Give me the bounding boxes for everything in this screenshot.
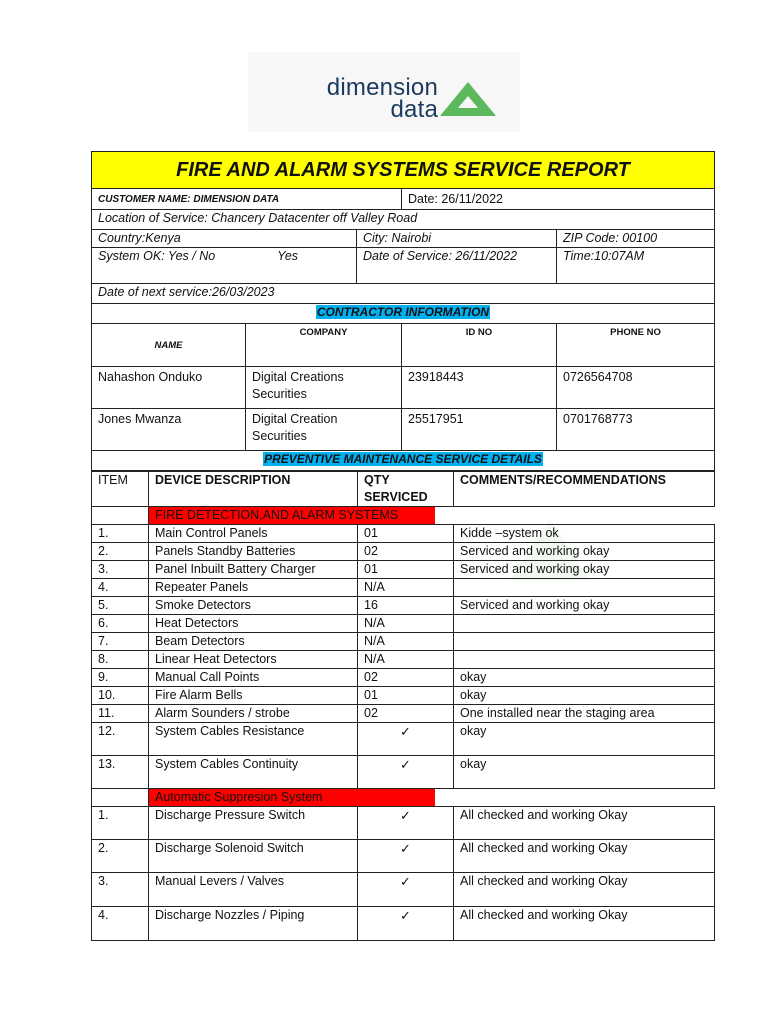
device-description: System Cables Continuity <box>149 756 358 789</box>
device-description: Discharge Pressure Switch <box>149 807 358 840</box>
report-title: FIRE AND ALARM SYSTEMS SERVICE REPORT <box>92 152 715 189</box>
comment: All checked and working Okay <box>454 840 715 873</box>
device-description: Fire Alarm Bells <box>149 687 358 705</box>
section-spacer <box>454 507 715 525</box>
contractor-id: 25517951 <box>402 409 557 451</box>
item-number: 10. <box>92 687 149 705</box>
maintenance-row <box>92 669 715 687</box>
logo-triangle-icon <box>440 82 496 116</box>
comment: Serviced and working okay <box>454 561 715 579</box>
contractor-id: 23918443 <box>402 367 557 409</box>
col-name: NAME <box>92 324 246 367</box>
logo-line1: dimension <box>326 74 438 101</box>
maintenance-row <box>92 756 715 789</box>
device-description: Panels Standby Batteries <box>149 543 358 561</box>
device-description: System Cables Resistance <box>149 723 358 756</box>
item-number: 1. <box>92 807 149 840</box>
qty-serviced: 16 <box>358 597 454 615</box>
device-description: Alarm Sounders / strobe <box>149 705 358 723</box>
maintenance-row <box>92 561 715 579</box>
company-logo <box>248 52 520 132</box>
comment: All checked and working Okay <box>454 807 715 840</box>
maintenance-row <box>92 807 715 840</box>
maintenance-row <box>92 633 715 651</box>
item-number: 8. <box>92 651 149 669</box>
maintenance-row <box>92 615 715 633</box>
maintenance-row <box>92 907 715 941</box>
maintenance-row <box>92 525 715 543</box>
item-number: 1. <box>92 525 149 543</box>
item-number: 3. <box>92 873 149 907</box>
comment <box>454 633 715 651</box>
comment: okay <box>454 756 715 789</box>
qty-serviced: ✓ <box>358 873 454 907</box>
contractor-name: Nahashon Onduko <box>92 367 246 409</box>
maintenance-row <box>92 705 715 723</box>
comment: Kidde –system ok <box>454 525 715 543</box>
col-id: ID NO <box>402 324 557 367</box>
qty-serviced: ✓ <box>358 807 454 840</box>
device-description: Repeater Panels <box>149 579 358 597</box>
logo-line2: data <box>390 96 438 123</box>
maintenance-row <box>92 723 715 756</box>
col-item: ITEM <box>92 472 149 507</box>
maintenance-row <box>92 579 715 597</box>
qty-serviced: ✓ <box>358 723 454 756</box>
maintenance-row <box>92 687 715 705</box>
item-number: 7. <box>92 633 149 651</box>
col-comments: COMMENTS/RECOMMENDATIONS <box>454 472 715 507</box>
section-spacer <box>92 507 149 525</box>
item-number: 6. <box>92 615 149 633</box>
item-number: 4. <box>92 579 149 597</box>
qty-serviced: 02 <box>358 543 454 561</box>
qty-serviced: 02 <box>358 669 454 687</box>
date-of-service: Date of Service: 26/11/2022 <box>357 248 557 284</box>
system-ok-label: System OK: Yes / No <box>98 249 216 263</box>
service-report <box>91 151 714 941</box>
qty-serviced: N/A <box>358 633 454 651</box>
device-description: Heat Detectors <box>149 615 358 633</box>
qty-serviced: N/A <box>358 615 454 633</box>
country: Country:Kenya <box>92 230 357 248</box>
contractor-phone: 0701768773 <box>557 409 715 451</box>
section-fire-detection: FIRE DETECTION,AND ALARM SYSTEMS <box>149 507 435 524</box>
service-time: Time:10:07AM <box>557 248 715 284</box>
item-number: 5. <box>92 597 149 615</box>
qty-serviced: 01 <box>358 687 454 705</box>
device-description: Discharge Nozzles / Piping <box>149 907 358 941</box>
device-description: Panel Inbuilt Battery Charger <box>149 561 358 579</box>
col-qty: QTY SERVICED <box>358 472 454 507</box>
contractor-name: Jones Mwanza <box>92 409 246 451</box>
contractor-heading-cell <box>92 304 715 324</box>
qty-serviced: N/A <box>358 651 454 669</box>
city: City: Nairobi <box>357 230 557 248</box>
contractor-phone: 0726564708 <box>557 367 715 409</box>
device-description: Manual Levers / Valves <box>149 873 358 907</box>
qty-serviced: 01 <box>358 561 454 579</box>
comment: Serviced and working okay <box>454 543 715 561</box>
item-number: 2. <box>92 543 149 561</box>
section2-cell <box>149 789 454 807</box>
item-number: 9. <box>92 669 149 687</box>
section-spacer <box>454 789 715 807</box>
comment: okay <box>454 687 715 705</box>
qty-serviced: N/A <box>358 579 454 597</box>
comment: okay <box>454 723 715 756</box>
maintenance-table <box>91 471 715 941</box>
qty-serviced: ✓ <box>358 756 454 789</box>
item-number: 3. <box>92 561 149 579</box>
device-description: Manual Call Points <box>149 669 358 687</box>
comment <box>454 651 715 669</box>
contractor-row <box>92 367 715 409</box>
device-description: Main Control Panels <box>149 525 358 543</box>
maintenance-row <box>92 840 715 873</box>
system-ok <box>92 248 357 284</box>
col-phone: PHONE NO <box>557 324 715 367</box>
item-number: 11. <box>92 705 149 723</box>
location-of-service: Location of Service: Chancery Datacenter off Valley Road <box>92 210 715 230</box>
maintenance-row <box>92 543 715 561</box>
device-description: Linear Heat Detectors <box>149 651 358 669</box>
device-description: Smoke Detectors <box>149 597 358 615</box>
comment: okay <box>454 669 715 687</box>
comment <box>454 615 715 633</box>
qty-serviced: 02 <box>358 705 454 723</box>
logo-wordmark <box>298 74 438 123</box>
col-company: COMPANY <box>246 324 402 367</box>
item-number: 12. <box>92 723 149 756</box>
zip-code: ZIP Code: 00100 <box>557 230 715 248</box>
contractor-company: Digital Creations Securities <box>246 367 402 409</box>
maintenance-row <box>92 597 715 615</box>
comment: All checked and working Okay <box>454 907 715 941</box>
section-suppression: Automatic Suppresion System <box>149 789 435 806</box>
qty-serviced: 01 <box>358 525 454 543</box>
customer-name: CUSTOMER NAME: DIMENSION DATA <box>92 189 402 210</box>
comment <box>454 579 715 597</box>
maintenance-heading-cell <box>92 451 715 471</box>
device-description: Beam Detectors <box>149 633 358 651</box>
item-number: 13. <box>92 756 149 789</box>
qty-serviced: ✓ <box>358 840 454 873</box>
maintenance-row <box>92 873 715 907</box>
contractor-company: Digital Creation Securities <box>246 409 402 451</box>
comment: Serviced and working okay <box>454 597 715 615</box>
contractor-row <box>92 409 715 451</box>
device-description: Discharge Solenoid Switch <box>149 840 358 873</box>
maintenance-row <box>92 651 715 669</box>
section1-cell <box>149 507 454 525</box>
col-device: DEVICE DESCRIPTION <box>149 472 358 507</box>
item-number: 4. <box>92 907 149 941</box>
report-table <box>91 151 715 471</box>
next-service-date: Date of next service:26/03/2023 <box>92 284 715 304</box>
comment: One installed near the staging area <box>454 705 715 723</box>
report-date: Date: 26/11/2022 <box>402 189 715 210</box>
comment: All checked and working Okay <box>454 873 715 907</box>
maintenance-heading: PREVENTIVE MAINTENANCE SERVICE DETAILS <box>264 452 542 466</box>
qty-serviced: ✓ <box>358 907 454 941</box>
contractor-heading: CONTRACTOR INFORMATION <box>316 305 490 319</box>
section-spacer <box>92 789 149 807</box>
system-ok-value: Yes <box>277 249 299 263</box>
item-number: 2. <box>92 840 149 873</box>
